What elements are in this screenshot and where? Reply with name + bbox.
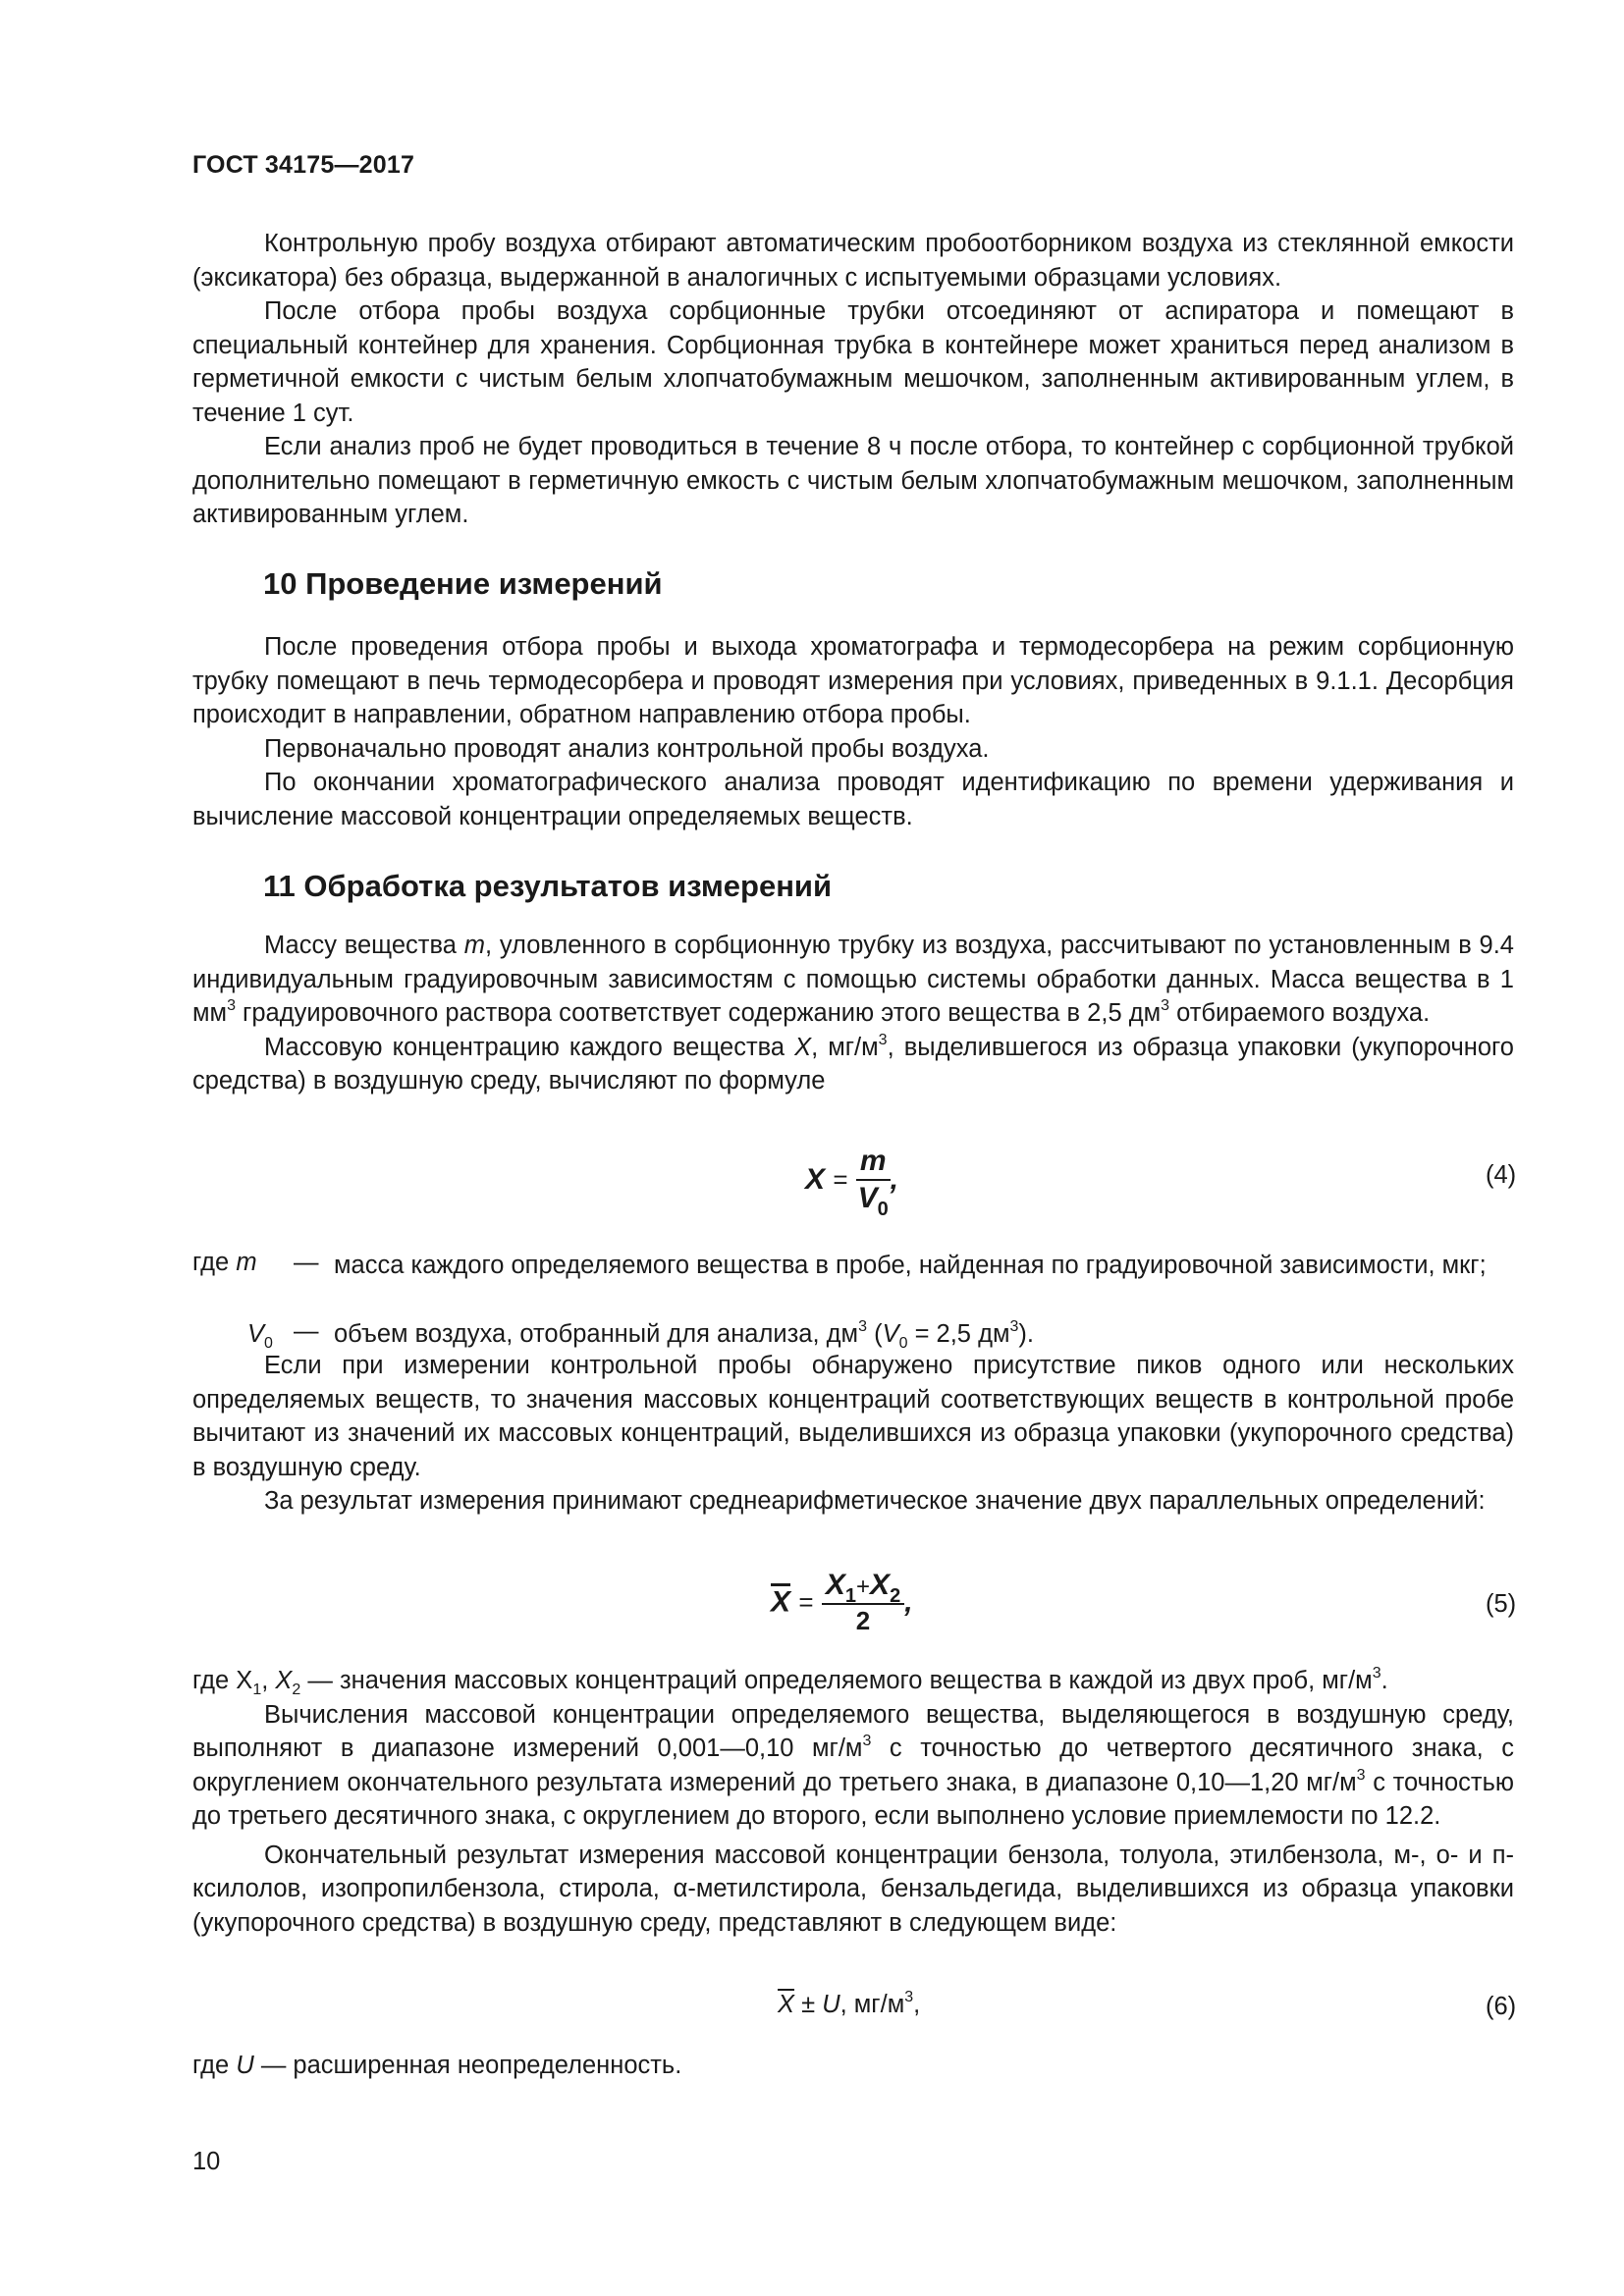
document-header: ГОСТ 34175—2017: [192, 151, 415, 179]
where-block-2: [192, 1664, 1514, 1940]
paragraph: Массовую концентрацию каждого вещества X, $мг/м^3$, выделившегося из образца упаковки (укупорочного средства) в воздушную среду, вычисляют по формуле: [192, 1031, 1514, 1095]
equation-number-6: (6): [1486, 1993, 1517, 2020]
where-dash: —: [294, 1249, 319, 1276]
paragraph: Массу вещества m, уловленного в сорбционную трубку из воздуха, рассчитывают по установленным в 9.4 индивидуальным градуировочным зависимостям с помощью системы обработки данных. Масса вещества в 1 $мм^3$ градуировочного раствора соответствует содержанию этого вещества в 2,5 $дм^3$ отбираемого воздуха.: [192, 932, 1514, 1027]
paragraph: По окончании хроматографического анализа проводят идентификацию по времени удерживания и вычисление массовой концентрации определяемых веществ.: [192, 769, 1514, 830]
formula-4: X = $\frac{m}{V_0}$ ,: [805, 1145, 898, 1220]
section10-block: [192, 630, 1514, 833]
paragraph: После проведения отбора пробы и выхода хроматографа и термодесорбера на режим сорбционную трубку помещают в печь термодесорбера и проводят измерения при условиях, приведенных в 9.1.1. Десорбция происходит в направлении, обратном направлению отбора пробы.: [192, 633, 1514, 728]
symbol-v0: $V_0$: [247, 1320, 273, 1352]
where-block-3: где U — расширенная неопределенность.: [192, 2052, 682, 2079]
section11-block-1: [192, 929, 1514, 1098]
section-heading-11: 11 Обработка результатов измерений: [263, 869, 833, 903]
where-dash: —: [294, 1317, 319, 1345]
intro-block: [192, 227, 1514, 532]
equation-number-4: (4): [1486, 1161, 1517, 1189]
where-label: где m: [192, 1249, 257, 1276]
formula-6: $\overline{X} \pm U$, $мг/м^3$,: [778, 1989, 921, 2018]
fraction: $\frac{m}{V_0}$: [857, 1145, 889, 1220]
paragraph: Вычисления массовой концентрации определяемого вещества, выделяющегося в воздушную среду, выполняют в диапазоне измерений 0,001—0,10 $мг/м^3$ с точностью до четвертого десятичного знака, с округлением окончательного результата измерений до третьего знака, в диапазоне 0,10—1,20 $мг/м^3$ с точностью до третьего десятичного знака, с округлением до второго, если выполнено условие приемлемости по 12.2.: [192, 1700, 1515, 1830]
page-number: 10: [192, 2148, 221, 2175]
paragraph: Если при измерении контрольной пробы обнаружено присутствие пиков одного или нескольких определяемых веществ, то значения массовых концентраций соответствующих веществ в контрольной пробе вычитают из значений их массовых концентраций, выделившихся из образца упаковки (укупорочного средства) в воздушную среду.: [192, 1352, 1514, 1481]
paragraph: За результат измерения принимают среднеарифметическое значение двух параллельных определений:: [264, 1487, 1486, 1515]
section11-block-2: [192, 1349, 1514, 1519]
fraction: $\frac{X_1+X_2}{2}$: [822, 1569, 904, 1636]
paragraph: Первоначально проводят анализ контрольной пробы воздуха.: [264, 734, 990, 763]
equation-number-5: (5): [1486, 1590, 1517, 1618]
paragraph: Если анализ проб не будет проводиться в течение 8 ч после отбора, то контейнер с сорбционной трубкой дополнительно помещают в герметичную емкость с чистым белым хлопчатобумажным мешочком, заполненным активированным углем.: [192, 433, 1514, 528]
section-heading-10: 10 Проведение измерений: [263, 566, 663, 601]
formula-5: $\overline{X}$ = $\frac{X_1+X_2}{2}$ ,: [771, 1569, 913, 1635]
paragraph: После отбора пробы воздуха сорбционные трубки отсоединяют от аспиратора и помещают в специальный контейнер для хранения. Сорбционная трубка в контейнере может храниться перед анализом в герметичной емкости с чистым белым хлопчатобумажным мешочком, заполненным активированным углем, в течение 1 сут.: [192, 297, 1514, 427]
definition-m: масса каждого определяемого вещества в пробе, найденная по градуировочной зависимости, мкг;: [334, 1252, 1487, 1279]
paragraph: Контрольную пробу воздуха отбирают автоматическим пробоотборником воздуха из стеклянной емкости (эксикатора) без образца, выдержанной в аналогичных с испытуемыми образцами условиях.: [192, 230, 1514, 292]
definition-v0: объем воздуха, отобранный для анализа, $дм^3$ ($V_0 = 2,5$ $дм^3$).: [334, 1318, 1034, 1352]
paragraph: где $X_1$, $X_2$ — значения массовых концентраций определяемого вещества в каждой из двух проб, $мг/м^3$.: [192, 1665, 1388, 1698]
paragraph: Окончательный результат измерения массовой концентрации бензола, толуола, этилбензола, м-, о- и п-ксилолов, изопропилбензола, стирола, α-метилстирола, бензальдегида, выделившихся из образца упаковки (укупорочного средства) в воздушную среду, представляют в следующем виде:: [192, 1841, 1514, 1937]
